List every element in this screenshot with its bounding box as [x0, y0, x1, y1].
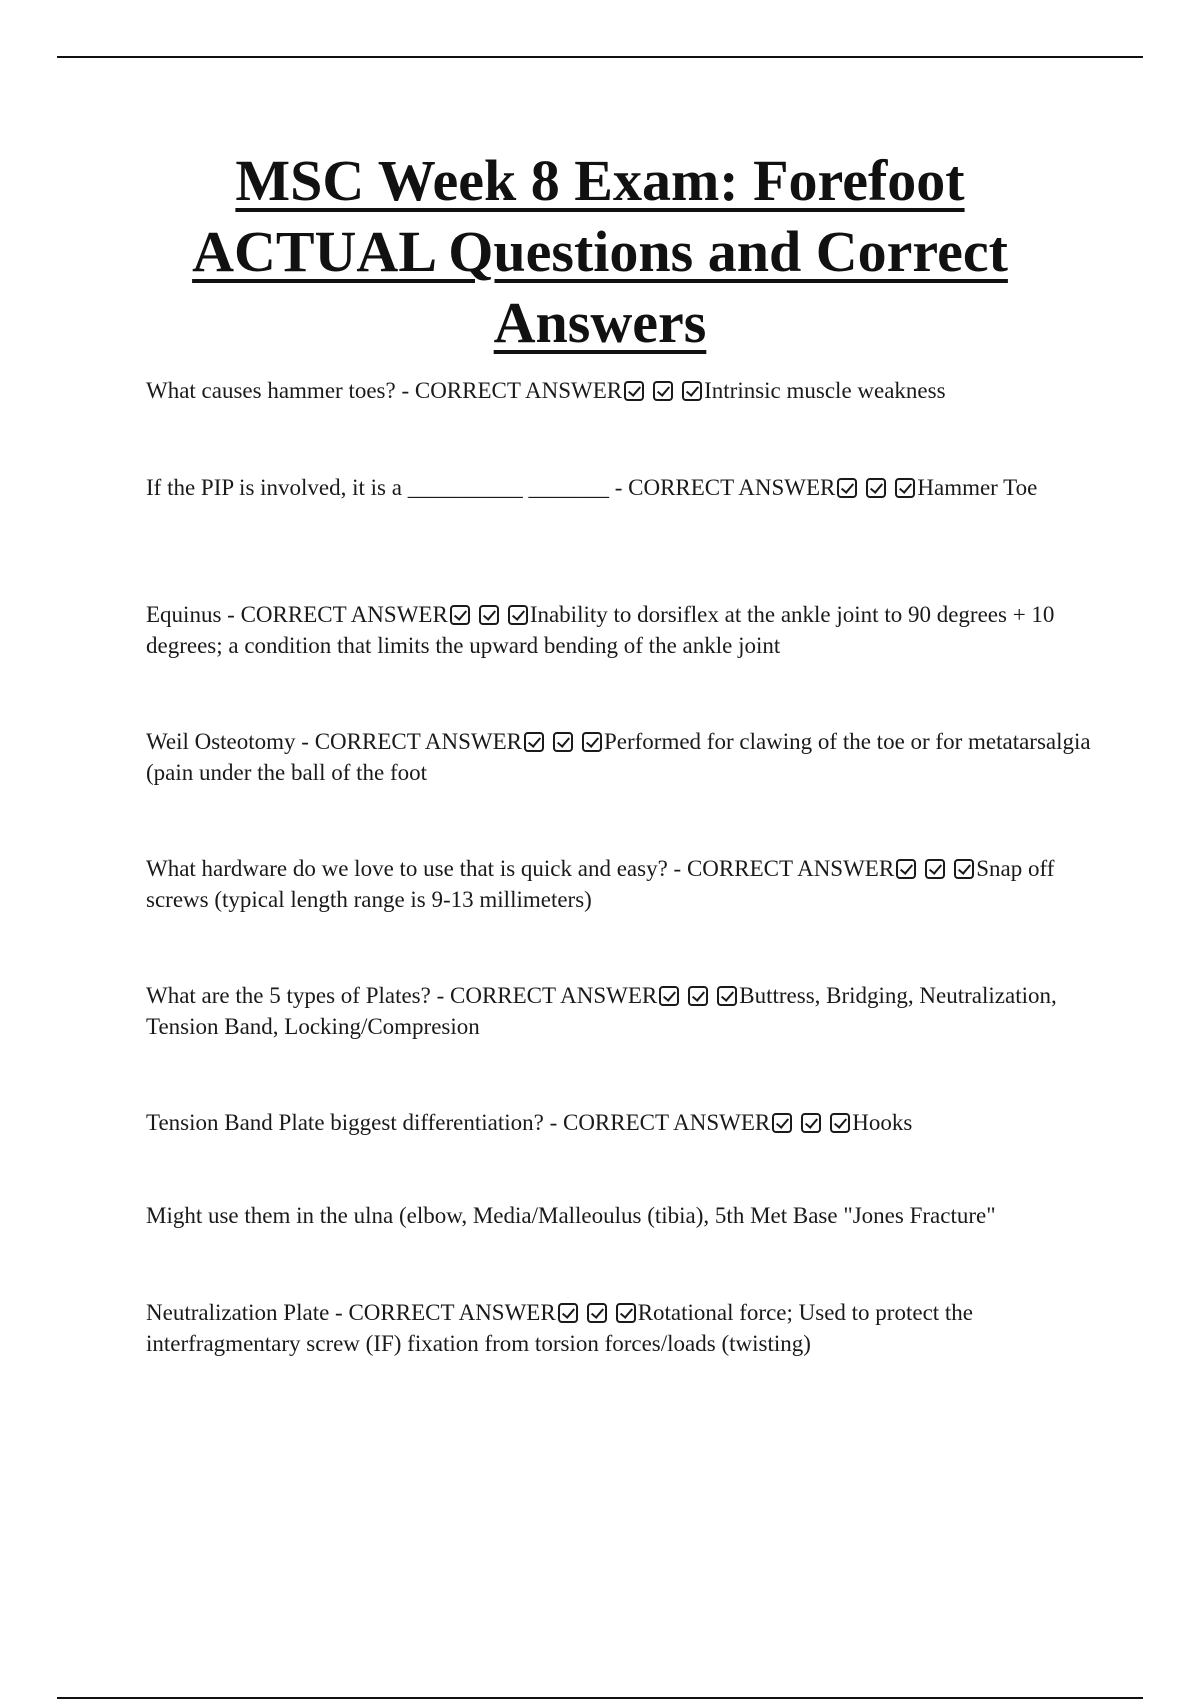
checked-box-icon — [582, 732, 602, 752]
checked-box-icon — [925, 859, 945, 879]
checked-box-icon — [450, 605, 470, 625]
checked-box-icon — [801, 1113, 821, 1133]
answer-text: Intrinsic muscle weakness — [704, 378, 946, 403]
qa-item — [146, 375, 1096, 406]
correct-answer-marker: CORRECT ANSWER — [314, 729, 522, 754]
correct-answer-marker: CORRECT ANSWER — [450, 983, 658, 1008]
qa-item — [146, 853, 1096, 915]
qa-item — [146, 599, 1096, 661]
check-group — [522, 729, 602, 754]
checked-box-icon — [866, 478, 886, 498]
check-group — [770, 1110, 850, 1135]
question-text: What hardware do we love to use that is quick and easy? - — [146, 856, 687, 881]
correct-answer-marker: CORRECT ANSWER — [348, 1300, 556, 1325]
question-text: What are the 5 types of Plates? - — [146, 983, 450, 1008]
check-group — [622, 378, 702, 403]
answer-text: Rotational force; Used to protect the interfragmentary screw (IF) fixation from torsion forces/loads (twisting) — [146, 1300, 974, 1356]
check-group — [448, 602, 528, 627]
checked-box-icon — [954, 859, 974, 879]
checked-box-icon — [524, 732, 544, 752]
question-text: Tension Band Plate biggest differentiation? - — [146, 1110, 563, 1135]
checked-box-icon — [624, 381, 644, 401]
checked-box-icon — [587, 1303, 607, 1323]
answer-text: Hammer Toe — [917, 475, 1038, 500]
qa-item — [146, 472, 1096, 503]
checked-box-icon — [830, 1113, 850, 1133]
note-item — [146, 1200, 1096, 1231]
title-line: Answers — [493, 290, 707, 355]
top-rule — [57, 56, 1143, 58]
title-line: MSC Week 8 Exam: Forefoot — [235, 148, 965, 213]
checked-box-icon — [688, 986, 708, 1006]
title-line: ACTUAL Questions and Correct — [192, 219, 1008, 284]
question-text: Weil Osteotomy - — [146, 729, 315, 754]
correct-answer-marker: CORRECT ANSWER — [414, 378, 623, 403]
check-group — [835, 475, 915, 500]
answer-text: Buttress, Bridging, Neutralization, Tension Band, Locking/Compresion — [146, 983, 1057, 1039]
question-text: If the PIP is involved, it is a __________ _______ - — [146, 475, 629, 500]
bottom-rule — [57, 1697, 1143, 1699]
note-text: Might use them in the ulna (elbow, Media/Malleoulus (tibia), 5th Met Base "Jones Fracture" — [146, 1203, 996, 1228]
document-title — [120, 145, 1080, 358]
checked-box-icon — [682, 381, 702, 401]
checked-box-icon — [659, 986, 679, 1006]
answer-text: Performed for clawing of the toe or for metatarsalgia (pain under the ball of the foot — [146, 729, 1091, 785]
question-text: What causes hammer toes? - — [146, 378, 415, 403]
qa-item — [146, 980, 1096, 1042]
qa-item — [146, 726, 1096, 788]
check-group — [556, 1300, 636, 1325]
checked-box-icon — [896, 859, 916, 879]
checked-box-icon — [837, 478, 857, 498]
question-text: Neutralization Plate - — [146, 1300, 349, 1325]
checked-box-icon — [616, 1303, 636, 1323]
checked-box-icon — [558, 1303, 578, 1323]
correct-answer-marker: CORRECT ANSWER — [240, 602, 448, 627]
answer-text: Snap off screws (typical length range is 9-13 millimeters) — [146, 856, 1055, 912]
checked-box-icon — [553, 732, 573, 752]
checked-box-icon — [653, 381, 673, 401]
answer-text: Hooks — [852, 1110, 913, 1135]
check-group — [657, 983, 737, 1008]
checked-box-icon — [479, 605, 499, 625]
checked-box-icon — [717, 986, 737, 1006]
check-group — [894, 856, 974, 881]
checked-box-icon — [895, 478, 915, 498]
correct-answer-marker: CORRECT ANSWER — [562, 1110, 771, 1135]
checked-box-icon — [508, 605, 528, 625]
question-text: Equinus - — [146, 602, 241, 627]
correct-answer-marker: CORRECT ANSWER — [628, 475, 836, 500]
correct-answer-marker: CORRECT ANSWER — [686, 856, 895, 881]
checked-box-icon — [772, 1113, 792, 1133]
qa-item — [146, 1297, 1096, 1359]
answer-text: Inability to dorsiflex at the ankle joint to 90 degrees + 10 degrees; a condition that limits the upward bending of the ankle joint — [146, 602, 1055, 658]
qa-item — [146, 1107, 1096, 1138]
